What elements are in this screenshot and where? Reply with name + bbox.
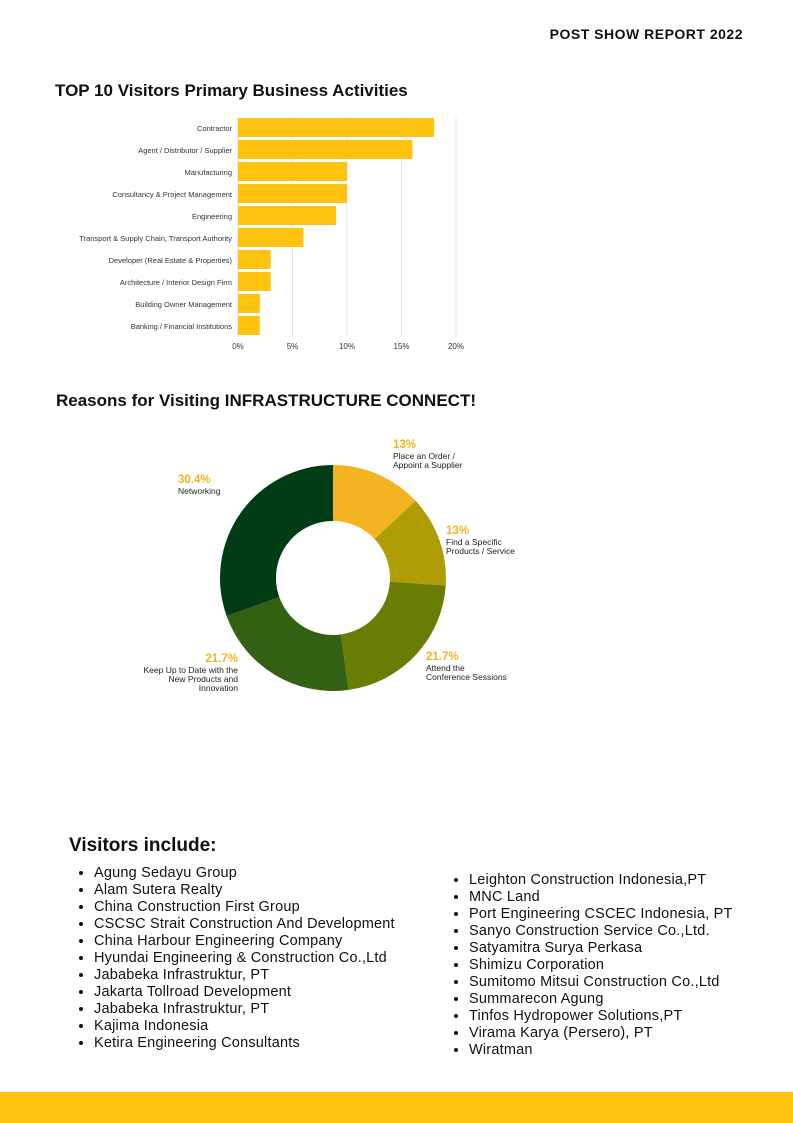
slice-value-label: 30.4% — [178, 474, 211, 486]
slice-category-label: Appoint a Supplier — [393, 460, 463, 470]
visitor-item: • Summarecon Agung — [469, 991, 733, 1008]
bar — [238, 118, 434, 137]
visitor-item: • CSCSC Strait Construction And Development — [94, 916, 395, 933]
slice-value-label: 21.7% — [426, 651, 459, 663]
bar — [238, 294, 260, 313]
slice-category-label: Find a Specific — [446, 537, 502, 547]
visitor-item: • Sumitomo Mitsui Construction Co.,Ltd — [469, 974, 733, 991]
visitor-item: • Wiratman — [469, 1042, 733, 1059]
visitor-item: • Jababeka Infrastruktur, PT — [94, 1001, 395, 1018]
bar — [238, 162, 347, 181]
visitor-item: • Ketira Engineering Consultants — [94, 1035, 395, 1052]
visitor-list-left — [68, 865, 395, 1052]
report-label: POST SHOW REPORT 2022 — [549, 26, 743, 42]
category-label: Contractor — [196, 124, 232, 133]
visitor-item: • China Harbour Engineering Company — [94, 933, 395, 950]
visitor-item: • Shimizu Corporation — [469, 957, 733, 974]
visitors-title: Visitors include: — [69, 835, 217, 856]
donut-chart — [0, 430, 793, 710]
x-tick-label: 5% — [286, 342, 299, 351]
donut-chart-title: Reasons for Visiting INFRASTRUCTURE CONNECT! — [56, 391, 476, 410]
bar — [238, 140, 412, 159]
donut-slice — [220, 465, 333, 616]
bar — [238, 250, 271, 269]
category-label: Consultancy & Project Management — [112, 190, 232, 199]
slice-category-label: Networking — [178, 486, 221, 496]
visitor-item: • Sanyo Construction Service Co.,Ltd. — [469, 923, 733, 940]
visitor-item: • Jakarta Tollroad Development — [94, 984, 395, 1001]
bar-chart — [0, 112, 793, 352]
visitor-item: • Kajima Indonesia — [94, 1018, 395, 1035]
category-label: Agent / Distributor / Supplier — [138, 146, 232, 155]
slice-value-label: 13% — [393, 439, 417, 451]
visitor-list-right — [443, 872, 733, 1059]
bar — [238, 184, 347, 203]
category-label: Transport & Supply Chain, Transport Authority — [79, 234, 232, 243]
category-label: Building Owner Management — [135, 300, 232, 309]
category-label: Engineering — [191, 212, 232, 221]
visitor-item: • Tinfos Hydropower Solutions,PT — [469, 1008, 733, 1025]
slice-category-label: Place an Order / — [393, 451, 455, 461]
category-label: Manufacturing — [184, 168, 232, 177]
visitor-item: • Satyamitra Surya Perkasa — [469, 940, 733, 957]
visitor-item: • Port Engineering CSCEC Indonesia, PT — [469, 906, 733, 923]
bar — [238, 272, 271, 291]
donut-slice — [227, 597, 349, 691]
x-tick-label: 15% — [393, 342, 410, 351]
slice-value-label: 13% — [446, 525, 470, 537]
visitor-item: • Jababeka Infrastruktur, PT — [94, 967, 395, 984]
footer-band — [0, 1092, 793, 1123]
bar — [238, 316, 260, 335]
bar-chart-title: TOP 10 Visitors Primary Business Activities — [55, 81, 408, 100]
visitor-item: • MNC Land — [469, 889, 733, 906]
slice-category-label: Attend the — [426, 663, 465, 673]
visitor-item: • Hyundai Engineering & Construction Co.,Ltd — [94, 950, 395, 967]
slice-category-label: Conference Sessions — [426, 672, 507, 682]
slice-category-label: Innovation — [198, 683, 238, 693]
slice-category-label: Keep Up to Date with the — [143, 665, 238, 675]
slice-category-label: New Products and — [168, 674, 238, 684]
visitor-item: • Alam Sutera Realty — [94, 882, 395, 899]
visitor-item: • China Construction First Group — [94, 899, 395, 916]
bar — [238, 206, 336, 225]
slice-category-label: Products / Service — [446, 546, 515, 556]
x-tick-label: 20% — [447, 342, 465, 351]
visitor-item: • Leighton Construction Indonesia,PT — [469, 872, 733, 889]
x-tick-label: 10% — [338, 342, 356, 351]
category-label: Architecture / Interior Design Firm — [119, 278, 232, 287]
x-tick-label: 0% — [232, 342, 244, 351]
category-label: Developer (Real Estate & Properties) — [108, 256, 232, 265]
visitor-item: • Agung Sedayu Group — [94, 865, 395, 882]
category-label: Banking / Financial Institutions — [130, 322, 232, 331]
visitor-item: • Virama Karya (Persero), PT — [469, 1025, 733, 1042]
bar — [238, 228, 303, 247]
slice-value-label: 21.7% — [205, 653, 238, 665]
